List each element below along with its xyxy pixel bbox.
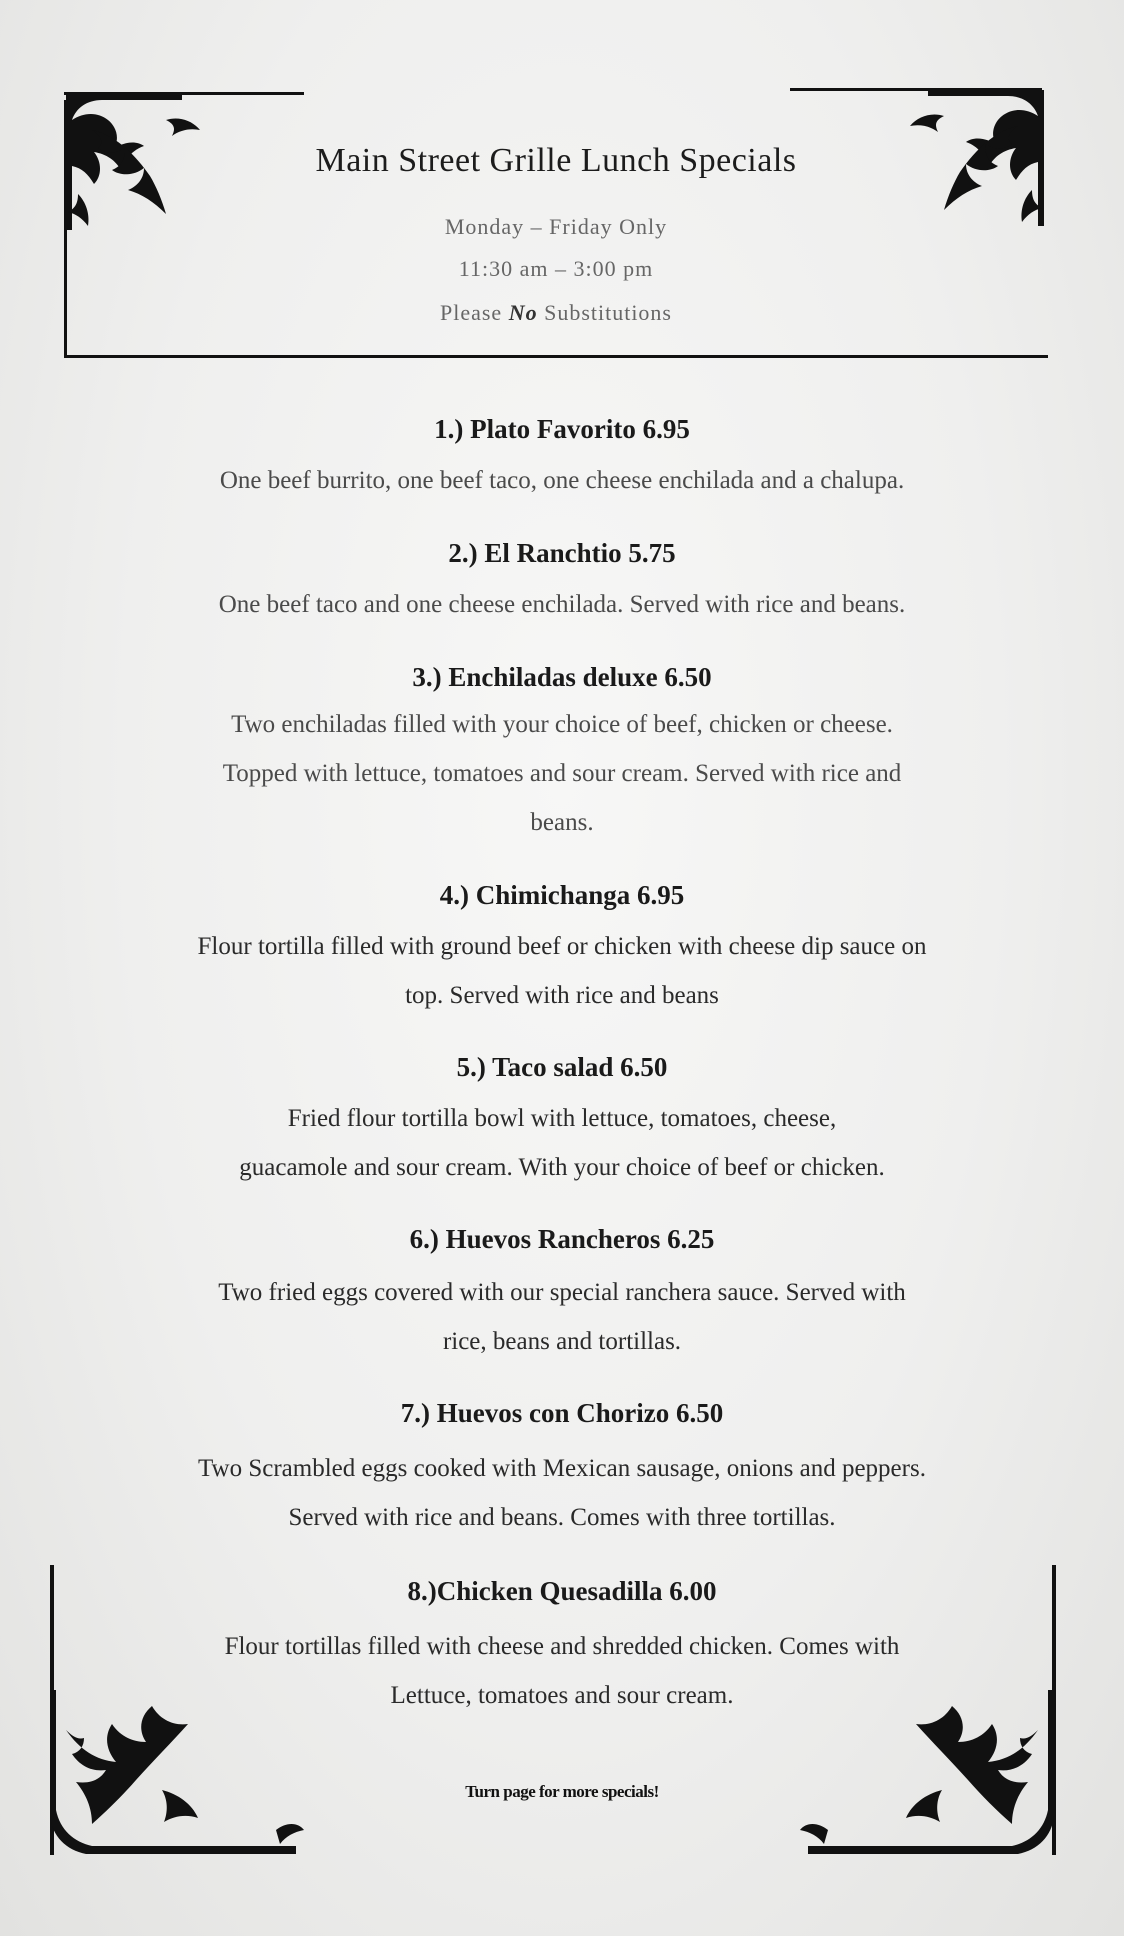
description-line: One beef burrito, one beef taco, one cheese enchilada and a chalupa. <box>219 467 905 494</box>
description-line: top. Served with rice and beans <box>405 982 719 1009</box>
menu-days: Monday – Friday Only <box>444 214 668 239</box>
corner-ornament-bottom-right-icon <box>798 1690 1058 1860</box>
description-line: Flour tortilla filled with ground beef or chicken with cheese dip sauce on <box>197 933 927 960</box>
description-line: beans. <box>530 809 594 836</box>
menu-item-description <box>90 1094 1034 1192</box>
menu-item-title: 7.) Huevos con Chorizo 6.50 <box>400 1398 724 1428</box>
menu-title: Main Street Grille Lunch Specials <box>315 142 797 179</box>
corner-ornament-bottom-left-icon <box>46 1690 306 1860</box>
description-line: Fried flour tortilla bowl with lettuce, tomatoes, cheese, <box>287 1105 837 1132</box>
turn-page-note: Turn page for more specials! <box>465 1782 659 1801</box>
description-line: Served with rice and beans. Comes with three tortillas. <box>288 1504 836 1531</box>
menu-item-description <box>90 580 1034 629</box>
policy-prefix: Please <box>439 300 503 325</box>
menu-item-title: 4.) Chimichanga 6.95 <box>439 880 685 910</box>
policy-suffix: Substitutions <box>544 300 672 325</box>
menu-item-title: 6.) Huevos Rancheros 6.25 <box>409 1224 715 1254</box>
description-line: Two Scrambled eggs cooked with Mexican sausage, onions and peppers. <box>198 1455 926 1482</box>
menu-item-title: 5.) Taco salad 6.50 <box>456 1052 668 1082</box>
menu-item-description <box>90 456 1034 505</box>
description-line: Topped with lettuce, tomatoes and sour cream. Served with rice and <box>222 760 902 787</box>
description-line: Lettuce, tomatoes and sour cream. <box>390 1682 734 1709</box>
description-line: Two fried eggs covered with our special ranchera sauce. Served with <box>218 1279 906 1306</box>
menu-hours: 11:30 am – 3:00 pm <box>458 256 654 281</box>
description-line: guacamole and sour cream. With your choice of beef or chicken. <box>239 1154 885 1181</box>
description-line: One beef taco and one cheese enchilada. Served with rice and beans. <box>218 591 906 618</box>
description-line: Flour tortillas filled with cheese and shredded chicken. Comes with <box>224 1633 900 1660</box>
menu-item-title: 8.)Chicken Quesadilla 6.00 <box>407 1576 717 1606</box>
menu-item-description <box>90 700 1034 847</box>
description-line: rice, beans and tortillas. <box>442 1328 682 1355</box>
menu-item-title: 3.) Enchiladas deluxe 6.50 <box>412 662 712 692</box>
menu-policy <box>64 300 1048 326</box>
menu-item-title: 2.) El Ranchtio 5.75 <box>448 538 676 568</box>
description-line: Two enchiladas filled with your choice of beef, chicken or cheese. <box>231 711 893 738</box>
menu-item-description <box>70 922 1054 1020</box>
menu-item-title: 1.) Plato Favorito 6.95 <box>434 414 690 444</box>
menu-item-description <box>90 1268 1034 1366</box>
header-border-bottom <box>64 355 1048 358</box>
menu-item-description <box>70 1444 1054 1542</box>
policy-emphasis: No <box>508 300 538 325</box>
